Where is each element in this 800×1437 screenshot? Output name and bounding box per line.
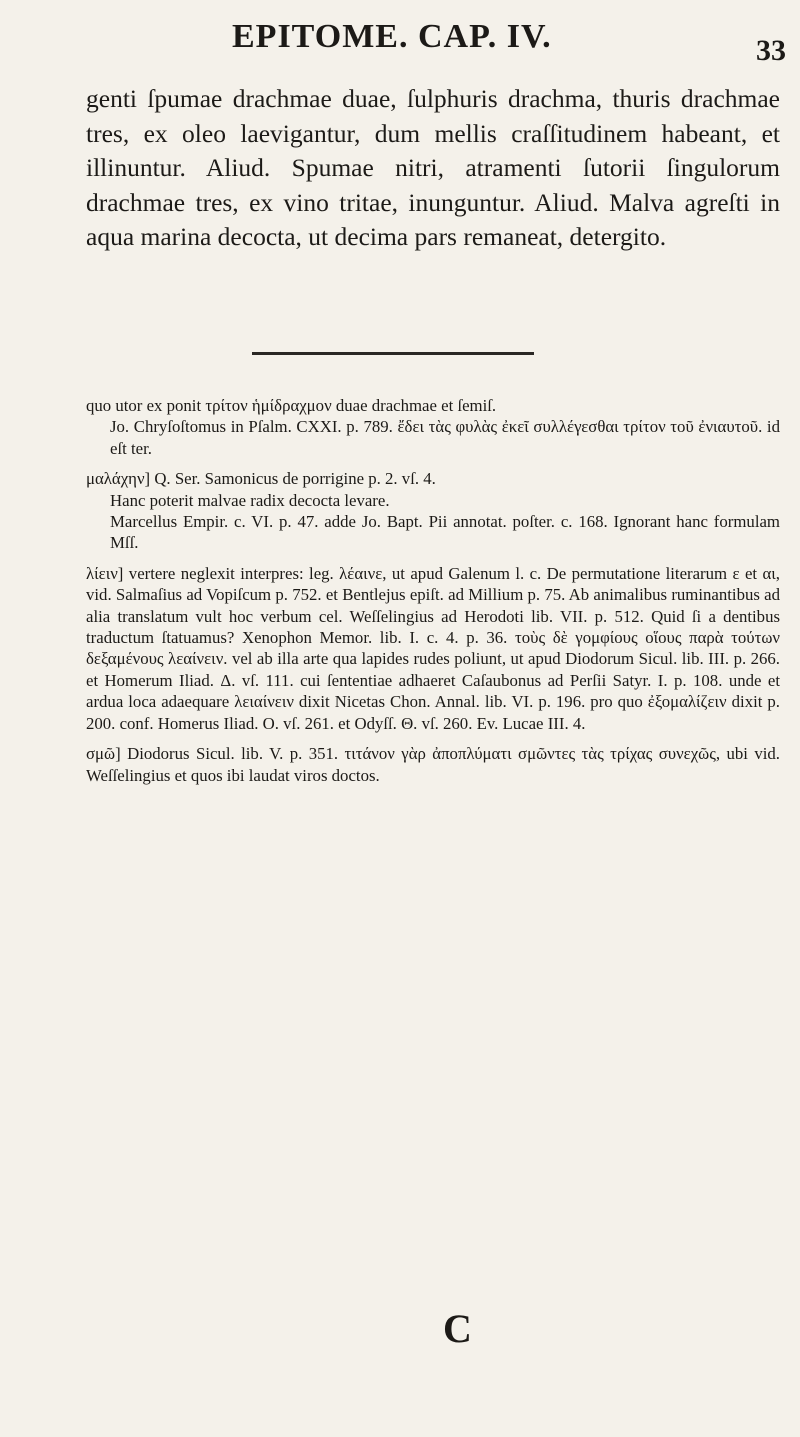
footnote-line: μαλάχην] Q. Ser. Samonicus de porrigine p. 2. vſ. 4. bbox=[86, 469, 436, 489]
footnote-line: quo utor ex ponit τρίτον ἡμίδραχμον duae drachmae et ſemiſ. bbox=[86, 396, 497, 415]
section-divider bbox=[252, 352, 534, 355]
footnotes bbox=[86, 395, 780, 795]
footnote-line: Hanc poterit malvae radix decocta levare. bbox=[110, 490, 390, 510]
page-number: 33 bbox=[756, 34, 786, 67]
footnote-line: Jo. Chryſoſtomus in Pſalm. CXXI. p. 789. ἔδει τὰς φυλὰς ἐκεῖ συλλέγεσθαι τρίτον τοῦ ἐνιαυτοῦ. id eſt ter. bbox=[110, 417, 780, 458]
signature-mark: C bbox=[443, 1306, 472, 1351]
footnote-line: Marcellus Empir. c. VI. p. 47. adde Jo. Bapt. Pii annotat. poſter. c. 168. Ignorant hanc formulam Mſſ. bbox=[110, 512, 780, 553]
running-head bbox=[0, 14, 800, 67]
footnote-line: σμῶ] Diodorus Sicul. lib. V. p. 351. τιτάνον γὰρ ἀποπλύματι σμῶντες τὰς τρίχας συνεχῶς, ubi vid. Weſſelingius et quos ibi laudat viros doctos. bbox=[86, 744, 780, 785]
running-title: EPITOME. CAP. IV. bbox=[232, 18, 552, 55]
footnote-tritou bbox=[86, 395, 780, 459]
footnote-malachen bbox=[86, 468, 780, 554]
main-text-block bbox=[86, 82, 780, 255]
main-paragraph: genti ſpumae drachmae duae, ſulphuris drachma, thuris drachmae tres, ex oleo laevigantur, dum mellis craſſitudinem habeant, et illinuntur. Aliud. Spumae nitri, atramenti ſutorii ſingulorum drachmae tres, ex vino tritae, inunguntur. Aliud. Malva agreſti in aqua marina decocta, ut decima pars remaneat, detergito. bbox=[86, 84, 780, 252]
footnote-leiein bbox=[86, 563, 780, 734]
footnote-line: λίειν] vertere neglexit interpres: leg. λέαινε, ut apud Galenum l. c. De permutatione literarum ε et αι, vid. Salmaſius ad Vopiſcum p. 752. et Bentlejus epiſt. ad Millium p. 75. Ab animalibus ruminantibus ad alia translatum vult hoc verbum cel. Weſſelingius ad Herodoti lib. VII. p. 512. Quid ſi a dentibus traductum ſtatuamus? Xenophon Memor. lib. I. c. 4. p. 36. τοὺς δὲ γομφίους οἵους παρὰ τούτων δεξαμένους λεαίνειν. vel ab illa arte qua lapides rudes poliunt, ut apud Diodorum Sicul. lib. III. p. 266. et Homerum Iliad. Δ. vſ. 111. cui ſententiae adhaeret Caſaubonus ad Perſii Satyr. I. p. 108. unde et ardua loca adaequare λειαίνειν dixit Nicetas Chon. Annal. lib. VI. p. 196. pro quo ἐξομαλίζειν dixit p. 200. conf. Homerus Iliad. O. vſ. 261. et Odyſſ. Θ. vſ. 260. Ev. Lucae III. 4. bbox=[86, 563, 780, 733]
footnote-smo bbox=[86, 743, 780, 786]
